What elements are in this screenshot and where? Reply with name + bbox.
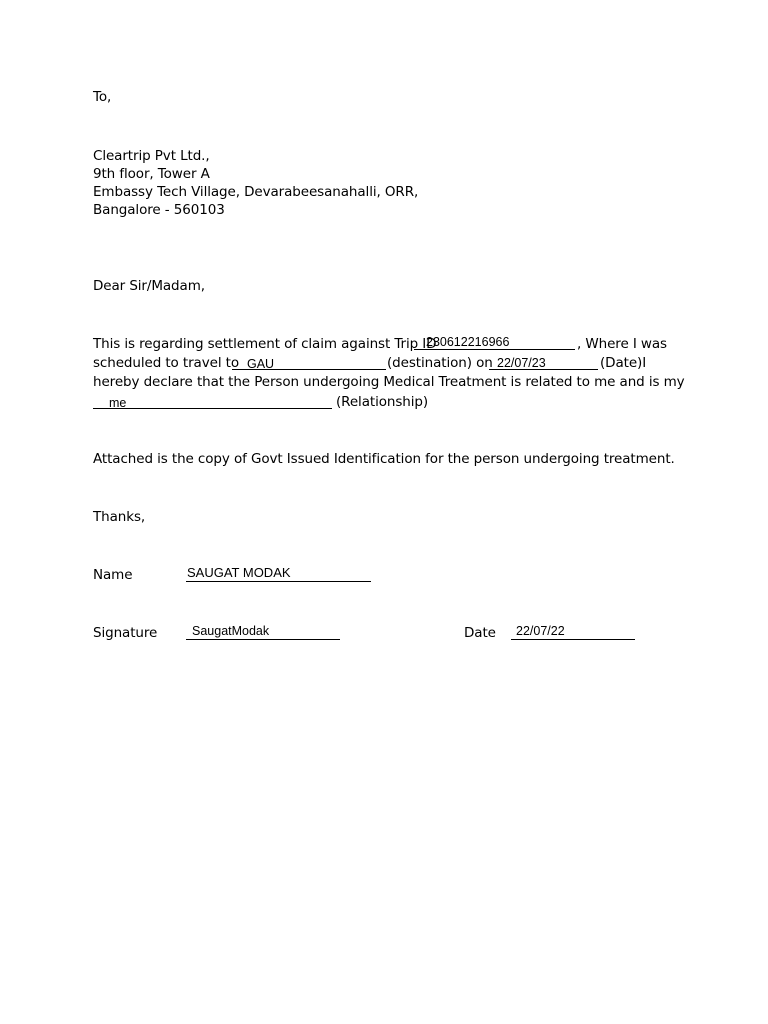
body-line-2-end: (Date)I bbox=[600, 355, 647, 371]
travel-date-underline bbox=[489, 369, 598, 370]
body-line-2-start: scheduled to travel to bbox=[93, 355, 240, 371]
travel-date-value: 22/07/23 bbox=[497, 356, 546, 370]
destination-value: GAU bbox=[247, 357, 275, 371]
address-line-4: Bangalore - 560103 bbox=[93, 202, 225, 218]
address-line-2: 9th floor, Tower A bbox=[93, 166, 210, 182]
signature-label: Signature bbox=[93, 625, 158, 641]
relationship-value: me bbox=[109, 396, 127, 410]
body-line-4-end: (Relationship) bbox=[336, 394, 429, 410]
body-line-1-end: , Where I was bbox=[577, 336, 667, 352]
address-line-1: Cleartrip Pvt Ltd., bbox=[93, 148, 210, 164]
relationship-underline bbox=[93, 408, 332, 409]
date-underline bbox=[511, 639, 635, 640]
closing: Thanks, bbox=[93, 509, 146, 525]
signature-underline bbox=[186, 639, 340, 640]
body-line-3: hereby declare that the Person undergoing Medical Treatment is related to me and is my bbox=[93, 374, 685, 390]
salutation-to: To, bbox=[93, 89, 112, 105]
name-label: Name bbox=[93, 567, 133, 583]
body-line-2-mid: (destination) on bbox=[387, 355, 493, 371]
trip-id-underline bbox=[414, 349, 575, 350]
date-value: 22/07/22 bbox=[516, 624, 565, 638]
destination-underline bbox=[232, 369, 386, 370]
address-block bbox=[93, 147, 418, 219]
body-paragraph-2: Attached is the copy of Govt Issued Identification for the person undergoing treatment. bbox=[93, 451, 675, 467]
trip-id-value: 230612216966 bbox=[426, 335, 510, 349]
name-underline bbox=[186, 581, 371, 582]
address-line-3: Embassy Tech Village, Devarabeesanahalli, ORR, bbox=[93, 184, 419, 200]
name-value: SAUGAT MODAK bbox=[187, 565, 291, 580]
signature-value: SaugatModak bbox=[192, 624, 270, 638]
date-label: Date bbox=[464, 625, 496, 641]
greeting: Dear Sir/Madam, bbox=[93, 278, 205, 294]
body-line-1-start: This is regarding settlement of claim against Trip ID bbox=[93, 336, 437, 352]
